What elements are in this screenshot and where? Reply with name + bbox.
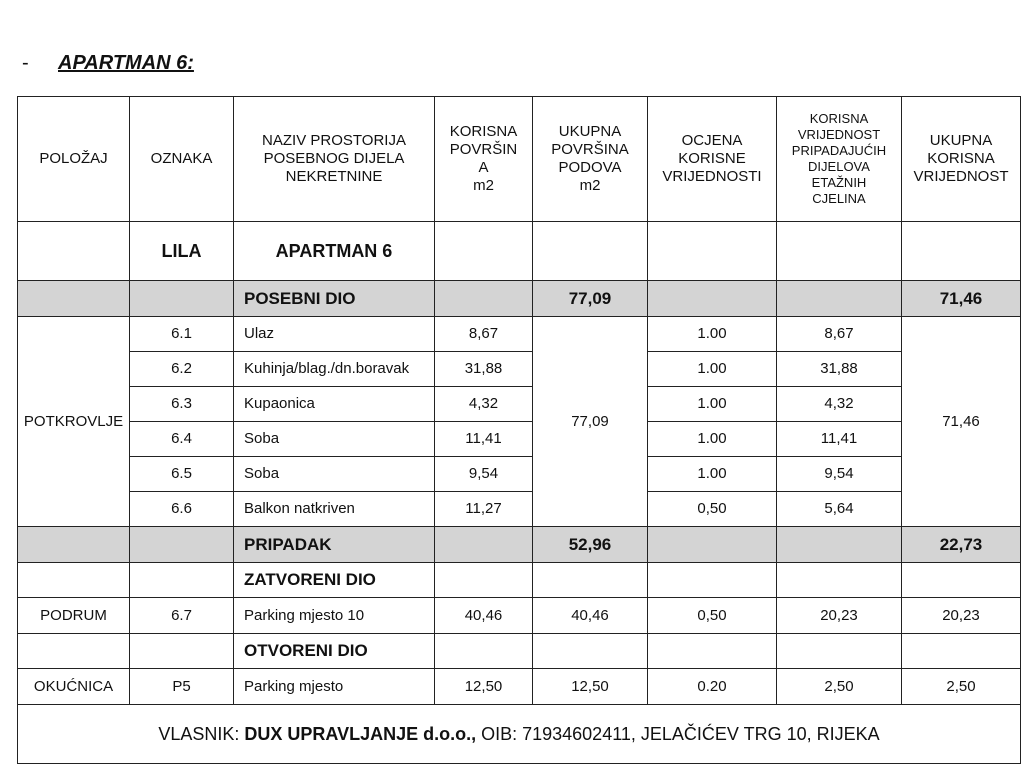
room-coef: 1.00 bbox=[648, 317, 777, 352]
cell-empty bbox=[777, 563, 902, 598]
room-coef: 1.00 bbox=[648, 387, 777, 422]
owner-info bbox=[18, 705, 1021, 764]
room-code: 6.7 bbox=[130, 598, 234, 634]
header-line: POLOŽAJ bbox=[39, 150, 108, 167]
cell-empty bbox=[435, 222, 533, 281]
pripadak-row bbox=[18, 527, 1021, 563]
section-heading bbox=[22, 52, 194, 75]
room-name: Parking mjesto 10 bbox=[234, 598, 435, 634]
potkrovlje-total-value: 71,46 bbox=[902, 317, 1021, 527]
cell-empty bbox=[777, 281, 902, 317]
header-line: KORISNA bbox=[449, 123, 518, 140]
header-line: OCJENA bbox=[681, 132, 743, 149]
cell-empty bbox=[777, 634, 902, 669]
cell-empty bbox=[902, 634, 1021, 669]
col-header-ocjena bbox=[648, 97, 777, 222]
header-line: OZNAKA bbox=[150, 150, 213, 167]
header-line: VRIJEDNOST bbox=[797, 127, 881, 142]
header-line: m2 bbox=[473, 177, 494, 194]
cell-empty bbox=[648, 563, 777, 598]
room-area: 11,41 bbox=[435, 422, 533, 457]
room-code: 6.4 bbox=[130, 422, 234, 457]
room-value: 9,54 bbox=[777, 457, 902, 492]
cell-empty bbox=[130, 634, 234, 669]
header-line: DIJELOVA bbox=[808, 159, 870, 174]
cell-empty bbox=[777, 222, 902, 281]
col-header-ukupna-vrijednost bbox=[902, 97, 1021, 222]
apartment-table bbox=[17, 96, 1021, 764]
table-row bbox=[18, 317, 1021, 352]
header-line: VRIJEDNOSTI bbox=[662, 168, 762, 185]
cell-empty bbox=[533, 634, 648, 669]
row-total-area: 40,46 bbox=[533, 598, 648, 634]
room-name: Kuhinja/blag./dn.boravak bbox=[234, 352, 435, 387]
cell-empty bbox=[18, 527, 130, 563]
posebni-dio-row bbox=[18, 281, 1021, 317]
cell-empty bbox=[435, 527, 533, 563]
potkrovlje-position: POTKROVLJE bbox=[18, 317, 130, 527]
col-header-ukupna-povrsina bbox=[533, 97, 648, 222]
header-line: ETAŽNIH bbox=[811, 175, 867, 190]
owner-row bbox=[18, 705, 1021, 764]
cell-empty bbox=[18, 281, 130, 317]
room-coef: 1.00 bbox=[648, 422, 777, 457]
room-area: 4,32 bbox=[435, 387, 533, 422]
posebni-dio-total-value: 71,46 bbox=[902, 281, 1021, 317]
heading-dash: - bbox=[22, 52, 29, 74]
cell-empty bbox=[648, 634, 777, 669]
unit-label: LILA bbox=[130, 222, 234, 281]
room-coef: 1.00 bbox=[648, 352, 777, 387]
col-header-naziv bbox=[234, 97, 435, 222]
room-area: 8,67 bbox=[435, 317, 533, 352]
cell-empty bbox=[902, 563, 1021, 598]
row-total-value: 2,50 bbox=[902, 669, 1021, 705]
owner-prefix: VLASNIK: bbox=[158, 724, 245, 744]
header-line: KORISNA bbox=[809, 111, 869, 126]
owner-company: DUX UPRAVLJANJE d.o.o., bbox=[244, 724, 477, 744]
table-row bbox=[18, 352, 1021, 387]
room-code: 6.2 bbox=[130, 352, 234, 387]
room-value: 2,50 bbox=[777, 669, 902, 705]
cell-empty bbox=[18, 634, 130, 669]
cell-empty bbox=[435, 563, 533, 598]
header-line: KORISNE bbox=[678, 150, 746, 167]
header-line: UKUPNA bbox=[558, 123, 622, 140]
cell-empty bbox=[130, 527, 234, 563]
room-value: 8,67 bbox=[777, 317, 902, 352]
unit-name: APARTMAN 6 bbox=[234, 222, 435, 281]
header-line: A bbox=[478, 159, 489, 176]
cell-empty bbox=[533, 563, 648, 598]
col-header-oznaka bbox=[130, 97, 234, 222]
header-line: NEKRETNINE bbox=[285, 168, 383, 185]
cell-empty bbox=[18, 222, 130, 281]
header-line: VRIJEDNOST bbox=[913, 168, 1009, 185]
col-header-korisna-povrsina bbox=[435, 97, 533, 222]
room-value: 4,32 bbox=[777, 387, 902, 422]
apartment-title: APARTMAN 6: bbox=[58, 52, 194, 74]
posebni-dio-total-area: 77,09 bbox=[533, 281, 648, 317]
room-name: Soba bbox=[234, 457, 435, 492]
otvoreni-dio-label: OTVORENI DIO bbox=[234, 634, 435, 669]
room-code: 6.5 bbox=[130, 457, 234, 492]
table-row bbox=[18, 422, 1021, 457]
header-line: m2 bbox=[579, 177, 601, 194]
room-name: Balkon natkriven bbox=[234, 492, 435, 527]
otvoreni-dio-row bbox=[18, 634, 1021, 669]
col-header-korisna-vrijednost bbox=[777, 97, 902, 222]
room-code: 6.3 bbox=[130, 387, 234, 422]
pripadak-total-area: 52,96 bbox=[533, 527, 648, 563]
room-code: 6.1 bbox=[130, 317, 234, 352]
cell-empty bbox=[435, 634, 533, 669]
cell-empty bbox=[533, 222, 648, 281]
cell-empty bbox=[130, 281, 234, 317]
header-line: NAZIV PROSTORIJA bbox=[262, 132, 406, 149]
room-coef: 0,50 bbox=[648, 492, 777, 527]
row-total-area: 12,50 bbox=[533, 669, 648, 705]
room-value: 11,41 bbox=[777, 422, 902, 457]
row-total-value: 20,23 bbox=[902, 598, 1021, 634]
room-name: Parking mjesto bbox=[234, 669, 435, 705]
header-line: KORISNA bbox=[927, 150, 995, 167]
room-area: 9,54 bbox=[435, 457, 533, 492]
cell-empty bbox=[648, 222, 777, 281]
room-code: 6.6 bbox=[130, 492, 234, 527]
room-value: 31,88 bbox=[777, 352, 902, 387]
header-line: PODOVA bbox=[558, 159, 622, 176]
header-row bbox=[18, 97, 1021, 222]
zatvoreni-dio-label: ZATVORENI DIO bbox=[234, 563, 435, 598]
table-row bbox=[18, 387, 1021, 422]
header-line: UKUPNA bbox=[929, 132, 993, 149]
row-position: OKUĆNICA bbox=[18, 669, 130, 705]
room-area: 12,50 bbox=[435, 669, 533, 705]
room-coef: 0,50 bbox=[648, 598, 777, 634]
room-name: Soba bbox=[234, 422, 435, 457]
room-value: 5,64 bbox=[777, 492, 902, 527]
pripadak-total-value: 22,73 bbox=[902, 527, 1021, 563]
cell-empty bbox=[902, 222, 1021, 281]
room-area: 31,88 bbox=[435, 352, 533, 387]
room-area: 11,27 bbox=[435, 492, 533, 527]
room-name: Ulaz bbox=[234, 317, 435, 352]
room-coef: 1.00 bbox=[648, 457, 777, 492]
room-name: Kupaonica bbox=[234, 387, 435, 422]
table-row bbox=[18, 598, 1021, 634]
cell-empty bbox=[648, 281, 777, 317]
room-value: 20,23 bbox=[777, 598, 902, 634]
posebni-dio-label: POSEBNI DIO bbox=[234, 281, 435, 317]
cell-empty bbox=[435, 281, 533, 317]
header-line: POVRŠINA bbox=[551, 141, 629, 158]
header-line: POSEBNOG DIJELA bbox=[263, 150, 405, 167]
header-line: PRIPADAJUĆIH bbox=[791, 143, 887, 158]
owner-details: OIB: 71934602411, JELAČIĆEV TRG 10, RIJEKA bbox=[476, 724, 880, 744]
cell-empty bbox=[130, 563, 234, 598]
room-coef: 0.20 bbox=[648, 669, 777, 705]
table-row bbox=[18, 492, 1021, 527]
col-header-polozaj bbox=[18, 97, 130, 222]
row-position: PODRUM bbox=[18, 598, 130, 634]
cell-empty bbox=[648, 527, 777, 563]
room-code: P5 bbox=[130, 669, 234, 705]
cell-empty bbox=[18, 563, 130, 598]
header-line: CJELINA bbox=[812, 191, 866, 206]
pripadak-label: PRIPADAK bbox=[234, 527, 435, 563]
room-area: 40,46 bbox=[435, 598, 533, 634]
table-row bbox=[18, 669, 1021, 705]
cell-empty bbox=[777, 527, 902, 563]
header-line: POVRŠIN bbox=[449, 141, 518, 158]
potkrovlje-total-area: 77,09 bbox=[533, 317, 648, 527]
zatvoreni-dio-row bbox=[18, 563, 1021, 598]
table-row bbox=[18, 457, 1021, 492]
unit-row bbox=[18, 222, 1021, 281]
